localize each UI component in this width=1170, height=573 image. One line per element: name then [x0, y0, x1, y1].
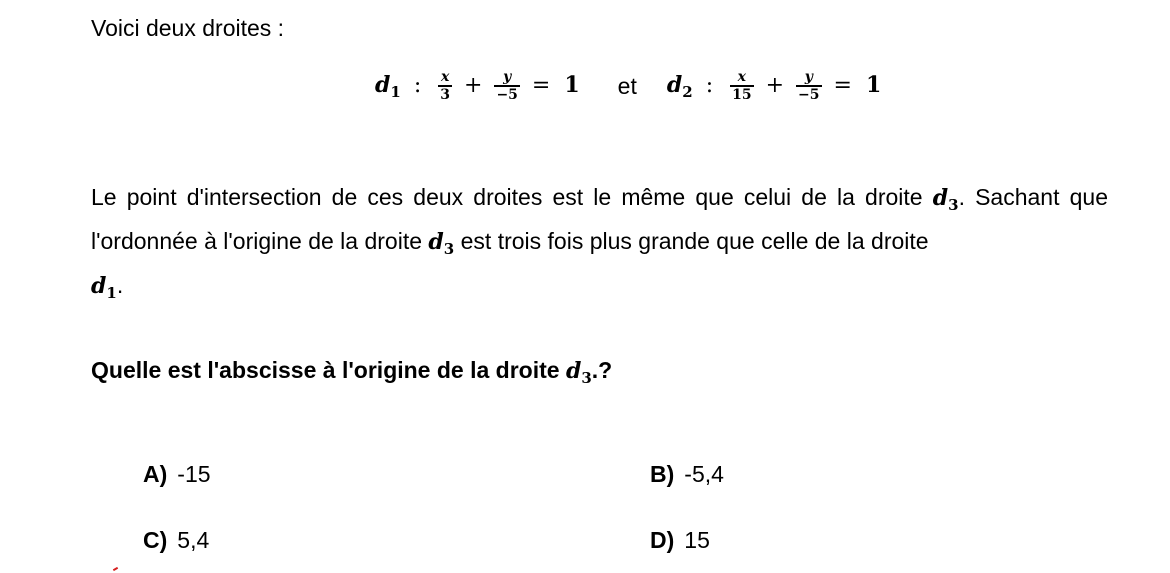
- question-text: Quelle est l'abscisse à l'origine de la droite $d_3$.?: [91, 357, 613, 387]
- colon: :: [413, 73, 422, 98]
- rhs-value: 1: [564, 72, 580, 98]
- plus-sign: +: [765, 73, 785, 98]
- colon: :: [705, 73, 714, 98]
- answer-value: -15: [177, 461, 211, 487]
- fraction-y-d2: $\frac{y}{-5}$: [798, 69, 820, 103]
- answer-option-d[interactable]: [650, 526, 710, 554]
- fraction-x-d1: $\frac{x}{3}$: [440, 69, 450, 103]
- answer-option-c[interactable]: [143, 526, 209, 554]
- answer-letter: C): [143, 527, 168, 553]
- plus-sign: +: [464, 73, 483, 98]
- rhs-value: 1: [865, 72, 882, 98]
- answer-letter: B): [650, 461, 675, 487]
- answer-value: -5,4: [684, 461, 724, 487]
- answer-letter: D): [650, 527, 675, 553]
- line-name-d1: $d_1$: [91, 273, 117, 302]
- red-mark: [113, 567, 118, 571]
- answer-option-b[interactable]: [650, 460, 724, 488]
- fraction-y-d1: $\frac{y}{-5}$: [496, 69, 518, 103]
- answer-value: 15: [684, 527, 710, 553]
- equation-d1: [375, 69, 580, 103]
- equals-sign: =: [833, 73, 852, 98]
- answer-value: 5,4: [177, 527, 210, 553]
- fraction-x-d2: $\frac{x}{15}$: [732, 69, 752, 103]
- intro-text: Voici deux droites :: [91, 15, 285, 41]
- answer-letter: A): [143, 461, 168, 487]
- line-name-d1: $d_1$: [375, 72, 401, 101]
- problem-paragraph: Le point d'intersection de ces deux droites est le même que celui de la droite $d_3$. Sachant que l'ordonnée à l'origine de la droite $d_3$ est trois fois plus grande que celle de la droite $d_1$.: [91, 184, 1108, 302]
- answer-option-a[interactable]: [143, 460, 211, 488]
- line-name-d3: $d_3$: [428, 229, 455, 258]
- line-name-d3: $d_3$: [932, 185, 959, 214]
- equals-sign: =: [531, 73, 551, 98]
- line-name-d3: $d_3$: [565, 358, 592, 387]
- connector-et: et: [617, 72, 637, 99]
- equations-line: [375, 60, 881, 112]
- equation-d2: [667, 69, 881, 103]
- line-name-d2: $d_2$: [666, 72, 693, 101]
